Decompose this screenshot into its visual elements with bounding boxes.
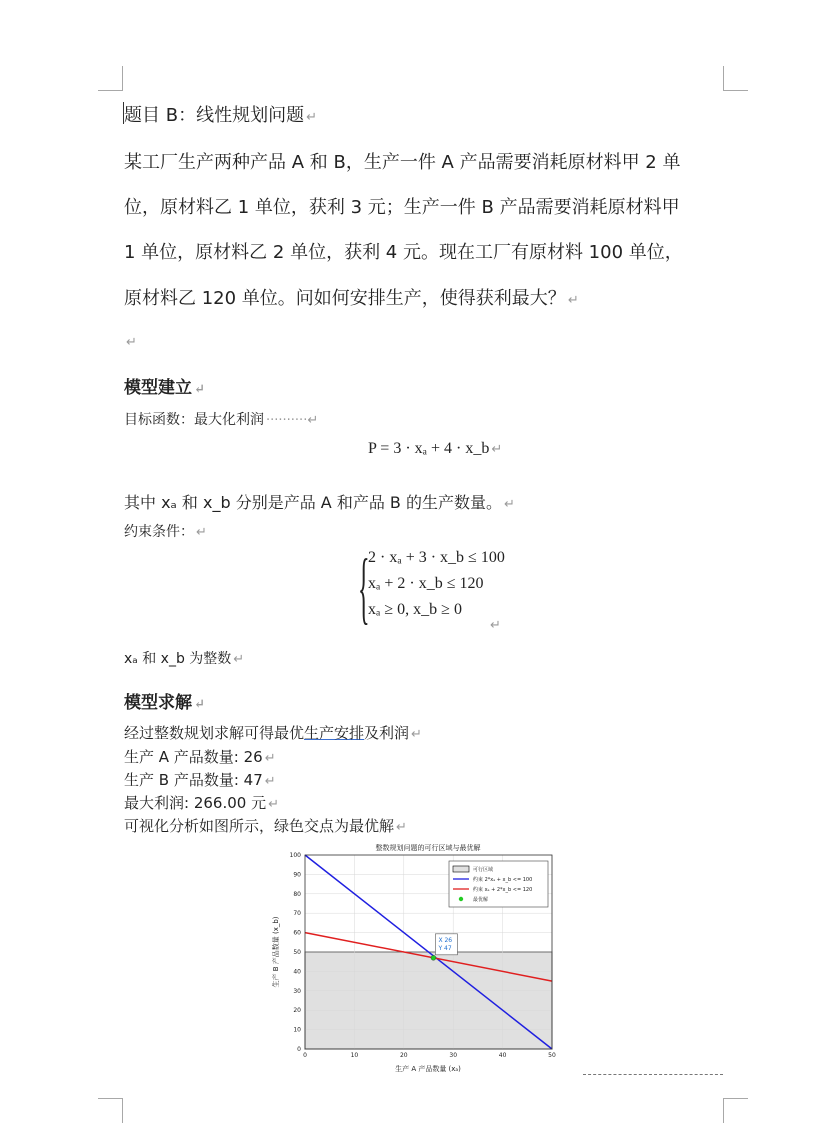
x-tick-label: 30: [449, 1052, 458, 1059]
empty-paragraph[interactable]: ↵: [126, 335, 137, 350]
x-tick-label: 40: [498, 1052, 507, 1059]
problem-line-3[interactable]: 1 单位，原材料乙 2 单位，获利 4 元。现在工厂有原材料 100 单位，: [124, 242, 683, 263]
x-tick-label: 50: [548, 1052, 556, 1059]
chart-ylabel: 生产 B 产品数量 (x_b): [272, 916, 280, 988]
problem-line-4[interactable]: 原材料乙 120 单位。问如何安排生产，使得获利最大？ ↵: [124, 288, 579, 309]
solution-intro[interactable]: 经过整数规划求解可得最优生产安排及利润 ↵: [124, 724, 422, 742]
model-heading[interactable]: 模型建立 ↵: [124, 378, 205, 398]
y-tick-label: 10: [293, 1026, 301, 1034]
visualization-note[interactable]: 可视化分析如图所示，绿色交点为最优解 ↵: [124, 817, 407, 835]
constraint-brace: {: [358, 544, 370, 632]
page-corner-top-right: [723, 66, 748, 91]
legend-label: 约束 2*xₐ + x_b <= 100: [473, 877, 533, 883]
y-tick-label: 80: [293, 890, 301, 898]
chart-xlabel: 生产 A 产品数量 (xₐ): [395, 1065, 461, 1073]
legend-swatch-region: [453, 866, 469, 872]
feasible-region: [305, 952, 552, 1049]
objective-label[interactable]: 目标函数：最大化利润 ··········↵: [124, 412, 319, 428]
y-tick-label: 40: [293, 968, 301, 976]
y-tick-label: 60: [293, 929, 301, 937]
y-tick-label: 50: [293, 949, 301, 956]
y-tick-label: 90: [293, 871, 301, 879]
y-tick-label: 70: [293, 910, 301, 918]
y-tick-label: 30: [293, 987, 301, 995]
optimum-point: [431, 955, 436, 960]
page-corner-top-left: [98, 66, 123, 91]
legend-label: 最优解: [473, 897, 489, 903]
page-corner-bottom-right: [723, 1098, 748, 1123]
problem-line-2[interactable]: 位，原材料乙 1 单位，获利 3 元；生产一件 B 产品需要消耗原材料甲: [124, 197, 680, 218]
y-tick-label: 100: [289, 852, 301, 859]
quantity-b[interactable]: 生产 B 产品数量: 47 ↵: [124, 771, 276, 789]
max-profit[interactable]: 最大利润: 266.00 元 ↵: [124, 794, 279, 812]
feasible-region-chart[interactable]: [268, 838, 568, 1078]
constraint-2[interactable]: xₐ + 2 · x_b ≤ 120: [368, 575, 484, 592]
legend-label: 约束 xₐ + 2*x_b <= 120: [473, 887, 533, 893]
objective-formula[interactable]: P = 3 · xₐ + 4 · x_b ↵: [368, 440, 503, 457]
x-tick-label: 0: [303, 1052, 307, 1059]
y-tick-label: 0: [297, 1046, 301, 1053]
solution-heading[interactable]: 模型求解 ↵: [124, 693, 205, 713]
variables-description[interactable]: 其中 xₐ 和 x_b 分别是产品 A 和产品 B 的生产数量。 ↵: [124, 493, 515, 512]
datatip-x: X 26: [438, 936, 453, 944]
y-tick-label: 20: [293, 1007, 301, 1015]
constraints-label[interactable]: 约束条件： ↵: [124, 524, 207, 540]
quantity-a[interactable]: 生产 A 产品数量: 26 ↵: [124, 748, 276, 766]
x-tick-label: 20: [399, 1052, 408, 1059]
integer-note[interactable]: xₐ 和 x_b 为整数 ↵: [124, 651, 245, 667]
problem-line-1[interactable]: 某工厂生产两种产品 A 和 B，生产一件 A 产品需要消耗原材料甲 2 单: [124, 152, 681, 173]
dashed-rule: [583, 1074, 723, 1075]
legend-label: 可行区域: [473, 867, 494, 873]
x-tick-label: 10: [350, 1052, 359, 1059]
constraint-1[interactable]: 2 · xₐ + 3 · x_b ≤ 100: [368, 549, 505, 566]
constraint-3[interactable]: xₐ ≥ 0, x_b ≥ 0: [368, 601, 462, 618]
legend-swatch-point: [459, 897, 463, 901]
datatip-y: Y 47: [438, 944, 452, 952]
paragraph-mark: ↵: [490, 618, 501, 633]
problem-title[interactable]: 题目 B：线性规划问题 ↵: [124, 105, 317, 126]
chart-title: 整数规划问题的可行区域与最优解: [375, 844, 481, 852]
page-corner-bottom-left: [98, 1098, 123, 1123]
